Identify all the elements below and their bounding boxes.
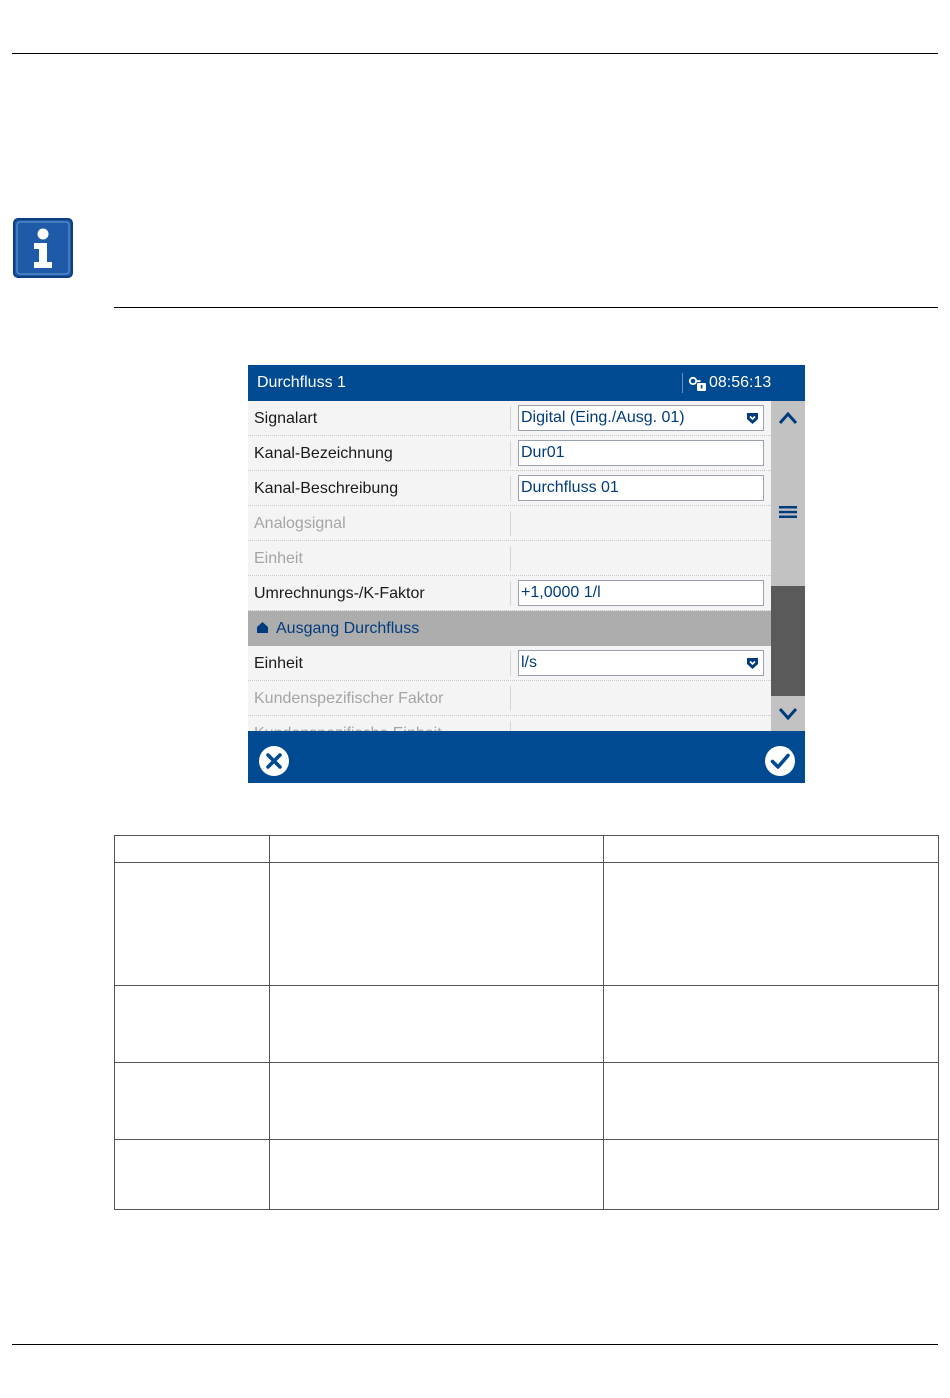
- scrollbar[interactable]: [771, 401, 805, 731]
- table-header-row: [115, 836, 939, 863]
- device-screen: [248, 365, 805, 783]
- row-label: Signalart: [254, 410, 318, 427]
- einheit-dropdown[interactable]: [518, 650, 764, 676]
- row-kanal-bezeichnung: [248, 436, 771, 471]
- parameter-table: [114, 835, 939, 1210]
- scroll-thumb[interactable]: [771, 586, 805, 696]
- collapse-section-icon: [257, 622, 268, 633]
- table-cell: [604, 986, 939, 1063]
- table-cell: [115, 986, 270, 1063]
- row-kanal-beschreibung: [248, 471, 771, 506]
- row-umrechnungsfaktor: [248, 576, 771, 611]
- row-label: Einheit: [254, 550, 303, 567]
- screen-title: Durchfluss 1: [257, 374, 346, 391]
- table-cell: [270, 1140, 604, 1210]
- table-cell: [604, 863, 939, 986]
- info-icon: [13, 218, 73, 278]
- lock-key-icon[interactable]: [688, 375, 706, 391]
- table-row: [115, 1140, 939, 1210]
- dropdown-arrow-icon: [747, 413, 758, 424]
- check-circle-icon[interactable]: [764, 745, 796, 777]
- row-signalart: [248, 401, 771, 436]
- menu-icon[interactable]: [779, 505, 797, 519]
- note-rule: [114, 307, 938, 308]
- chevron-up-icon[interactable]: [771, 401, 805, 437]
- row-label: Kanal-Bezeichnung: [254, 445, 393, 462]
- row-einheit: [248, 646, 771, 681]
- close-circle-icon[interactable]: [258, 745, 290, 777]
- table-cell: [115, 863, 270, 986]
- bottom-bar: [248, 731, 805, 783]
- chevron-down-icon[interactable]: [771, 697, 805, 731]
- parameter-list: [248, 401, 771, 731]
- section-ausgang-durchfluss[interactable]: [248, 611, 771, 646]
- signalart-dropdown[interactable]: [518, 405, 764, 431]
- clock-time: 08:56:13: [709, 374, 772, 391]
- table-row: [115, 986, 939, 1063]
- input-value: Durchfluss 01: [521, 479, 619, 496]
- table-cell: [270, 986, 604, 1063]
- table-cell: [115, 1063, 270, 1140]
- table-cell: [604, 1063, 939, 1140]
- row-label: Kundenspezifischer Faktor: [254, 690, 444, 707]
- row-label: Umrechnungs-/K-Faktor: [254, 585, 425, 602]
- kanal-beschreibung-input[interactable]: [518, 475, 764, 501]
- table-row: [115, 863, 939, 986]
- dropdown-arrow-icon: [747, 658, 758, 669]
- row-kundenspezifischer-faktor: [248, 681, 771, 716]
- table-cell: [270, 863, 604, 986]
- table-header-cell: [604, 836, 939, 863]
- header-rule: [12, 53, 938, 54]
- row-label: Analogsignal: [254, 515, 346, 532]
- table-header-cell: [270, 836, 604, 863]
- title-bar: [248, 365, 805, 401]
- row-label: Kanal-Beschreibung: [254, 480, 399, 497]
- dropdown-value: Digital (Eing./Ausg. 01): [521, 409, 685, 426]
- table-row: [115, 1063, 939, 1140]
- row-einheit-disabled: [248, 541, 771, 576]
- footer-rule: [12, 1344, 938, 1345]
- input-value: +1,0000 1/l: [521, 584, 601, 601]
- kanal-bezeichnung-input[interactable]: [518, 440, 764, 466]
- row-analogsignal: [248, 506, 771, 541]
- title-separator: [682, 373, 683, 393]
- umrechnungsfaktor-input[interactable]: [518, 580, 764, 606]
- row-label: Einheit: [254, 655, 303, 672]
- input-value: Dur01: [521, 444, 565, 461]
- dropdown-value: l/s: [521, 654, 537, 671]
- table-cell: [604, 1140, 939, 1210]
- table-cell: [115, 1140, 270, 1210]
- table-cell: [270, 1063, 604, 1140]
- table-header-cell: [115, 836, 270, 863]
- section-label: Ausgang Durchfluss: [276, 620, 420, 637]
